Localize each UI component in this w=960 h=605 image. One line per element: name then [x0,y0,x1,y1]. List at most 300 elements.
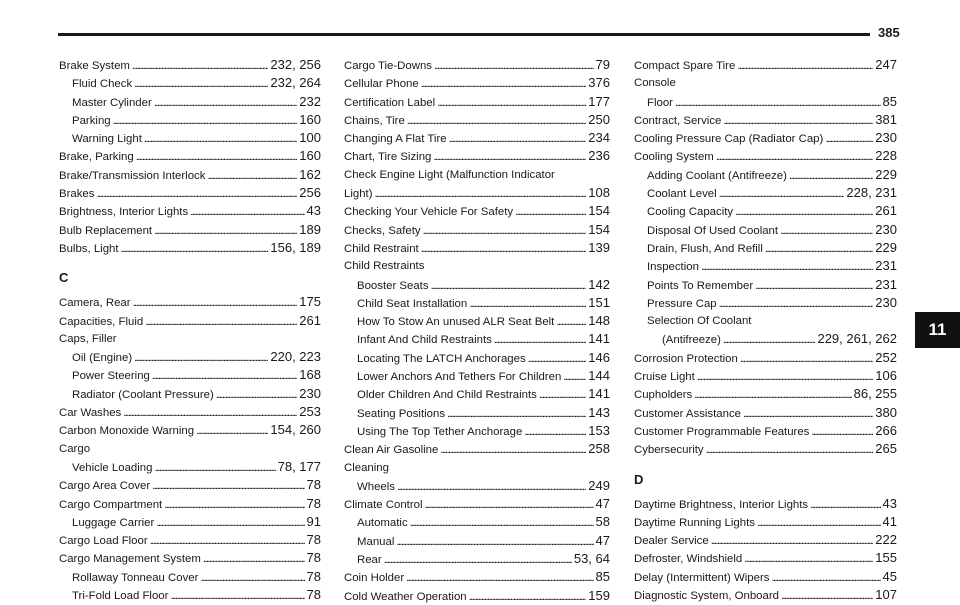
dot-leader [384,551,572,568]
index-entry [634,221,897,239]
index-entry [634,147,897,165]
entry-term: Chains, Tire [344,114,405,127]
index-entry [634,111,897,129]
dot-leader [449,130,587,147]
index-entry [59,312,321,330]
entry-page-ref[interactable]: 234 [588,130,610,146]
entry-page-ref[interactable]: 247 [875,57,897,72]
index-entry [634,184,897,202]
entry-term: Bulbs, Light [59,242,119,255]
index-entry [634,549,897,567]
dot-leader [528,350,587,367]
dot-leader [132,57,268,74]
entry-term: Contract, Service [634,114,722,127]
index-entry [344,276,610,294]
entry-page-ref[interactable]: 141 [588,386,610,402]
entry-page-ref[interactable]: 78 [306,477,321,493]
entry-page-ref[interactable]: 78, 177 [277,458,321,474]
dot-leader [447,405,586,422]
entry-page-ref[interactable]: 143 [588,404,610,420]
entry-term: Changing A Flat Tire [344,133,447,146]
dot-leader [216,386,297,403]
index-entry [59,531,321,549]
entry-term: Compact Spare Tire [634,60,736,72]
entry-page-ref[interactable]: 236 [588,148,610,164]
index-entry [344,93,610,111]
section-letter: C [59,270,69,286]
index-entry [59,513,321,531]
dot-leader [121,240,269,257]
entry-page-ref[interactable]: 106 [875,368,897,384]
index-entry [59,239,321,257]
dot-leader [433,148,586,165]
index-entry [344,294,610,312]
index-entry [59,74,321,92]
entry-page-ref[interactable]: 159 [588,587,610,603]
index-entry [344,111,610,129]
index-entry [59,93,321,111]
dot-leader [744,550,873,567]
entry-page-ref[interactable]: 148 [588,313,610,329]
entry-term: Lower Anchors And Tethers For Children [357,371,562,384]
dot-leader [410,514,594,531]
index-entry [634,166,897,184]
entry-page-ref[interactable]: 153 [588,422,610,438]
index-heading [344,166,610,184]
index-entry [59,56,321,74]
dot-leader [765,240,873,257]
index-entry [634,202,897,220]
index-entry [634,531,897,549]
entry-term: Customer Programmable Features [634,425,810,438]
entry-term: Daytime Brightness, Interior Lights [634,498,809,511]
index-entry [344,367,610,385]
entry-term: Brakes [59,188,95,201]
entry-term: Power Steering [72,370,150,383]
entry-page-ref[interactable]: 151 [588,294,610,310]
entry-page-ref[interactable]: 53, 64 [573,551,610,567]
entry-page-ref[interactable]: 43 [882,495,897,511]
index-entry [634,56,897,74]
index-entry [59,549,321,567]
index-entry [344,239,610,257]
entry-page-ref[interactable]: 256 [299,185,321,201]
entry-term: Certification Label [344,96,436,109]
entry-term: Rear [357,554,382,567]
entry-term: Tri-Fold Load Floor [72,590,169,603]
entry-page-ref[interactable]: 229 [875,166,897,182]
index-entry [634,495,897,513]
index-entry [634,568,897,586]
entry-term: Adding Coolant (Antifreeze) [647,169,787,182]
dot-leader [469,588,587,605]
dot-leader [397,478,586,495]
dot-leader [716,148,874,165]
index-entry [59,476,321,494]
entry-page-ref[interactable]: 376 [588,75,610,91]
entry-term: Cooling System [634,151,714,164]
dot-leader [539,386,586,403]
entry-term: Using The Top Tether Anchorage [357,425,523,438]
index-column-2 [344,56,610,605]
entry-page-ref[interactable]: 168 [299,367,321,383]
index-entry [59,147,321,165]
index-entry [634,129,897,147]
index-entry [634,385,897,403]
entry-page-ref[interactable]: 144 [588,368,610,384]
entry-term: Defroster, Windshield [634,553,743,566]
entry-page-ref[interactable]: 230 [299,385,321,401]
entry-page-ref[interactable]: 58 [595,514,610,530]
index-entry [59,202,321,220]
entry-term: Brake/Transmission Interlock [59,169,206,182]
dot-leader [154,459,275,476]
entry-page-ref[interactable]: 79 [595,57,610,72]
dot-leader [421,240,587,257]
dot-leader [440,441,586,458]
index-column-1 [59,56,321,604]
index-entry [344,513,610,531]
entry-page-ref[interactable]: 43 [306,203,321,219]
dot-leader [780,222,873,239]
entry-page-ref[interactable]: 232, 264 [270,75,321,91]
entry-page-ref[interactable]: 155 [875,550,897,566]
entry-page-ref[interactable]: 266 [875,422,897,438]
dot-leader [150,532,305,549]
dot-leader [524,423,586,440]
entry-term: Capacities, Fluid [59,315,144,328]
dot-leader [723,112,873,129]
dot-leader [421,75,587,92]
entry-term: Car Washes [59,407,122,420]
dot-leader [694,386,851,403]
entry-page-ref[interactable]: 100 [299,130,321,146]
entry-term: Carbon Monoxide Warning [59,425,195,438]
entry-term: Radiator (Coolant Pressure) [72,388,214,401]
dot-leader [134,349,268,366]
entry-term: Older Children And Child Restraints [357,389,537,402]
index-entry [344,147,610,165]
index-entry [634,330,897,348]
entry-page-ref[interactable]: 232 [299,93,321,109]
entry-term: Cargo Management System [59,553,201,566]
entry-page-ref[interactable]: 177 [588,93,610,109]
dot-leader [719,295,874,312]
index-entry [634,422,897,440]
entry-page-ref[interactable]: 78 [306,568,321,584]
section-letter: D [634,471,644,487]
entry-page-ref[interactable]: 160 [299,111,321,127]
dot-leader [144,130,297,147]
dot-leader [207,167,297,184]
dot-leader [675,94,881,111]
entry-term: Cargo Load Floor [59,535,148,548]
dot-leader [154,94,298,111]
dot-leader [170,587,304,604]
index-entry [59,348,321,366]
entry-term: Chart, Tire Sizing [344,151,432,164]
index-heading [59,330,321,348]
dot-leader [96,185,297,202]
entry-term: Parking [72,114,111,127]
entry-page-ref[interactable]: 78 [306,495,321,511]
entry-page-ref[interactable]: 380 [875,404,897,420]
entry-page-ref[interactable]: 261 [299,312,321,328]
entry-term: Oil (Engine) [72,352,133,365]
index-entry [59,221,321,239]
dot-leader [706,441,874,458]
dot-leader [136,148,298,165]
index-entry [344,532,610,550]
entry-term: Check Engine Light (Malfunction Indicator [344,168,555,181]
entry-term: Brake System [59,60,130,72]
index-entry [59,403,321,421]
entry-term: Cargo Area Cover [59,480,151,493]
entry-page-ref[interactable]: 222 [875,532,897,548]
entry-term: Seating Positions [357,407,446,420]
entry-term: How To Stow An unused ALR Seat Belt [357,316,555,329]
entry-term: Cleaning [344,461,389,474]
entry-page-ref[interactable]: 261 [875,203,897,219]
index-entry [344,495,610,513]
dot-leader [711,532,874,549]
dot-leader [494,331,586,348]
entry-page-ref[interactable]: 381 [875,111,897,127]
entry-page-ref[interactable]: 85 [595,569,610,585]
entry-page-ref[interactable]: 175 [299,294,321,310]
index-entry [59,293,321,311]
index-entry [344,202,610,220]
dot-leader [469,295,586,312]
dot-leader [737,57,873,74]
entry-term: Cargo Tie-Downs [344,60,432,72]
index-heading [634,312,897,330]
dot-leader [431,277,587,294]
entry-page-ref[interactable]: 229 [875,239,897,255]
dot-leader [781,587,873,604]
dot-leader [113,112,298,129]
entry-page-ref[interactable]: 41 [882,513,897,529]
entry-term: Booster Seats [357,279,429,292]
entry-term: Coolant Level [647,188,717,201]
entry-term: Cooling Capacity [647,206,734,219]
entry-term: Master Cylinder [72,96,152,109]
entry-term: Checking Your Vehicle For Safety [344,206,514,219]
dot-leader [190,203,304,220]
entry-page-ref[interactable]: 228 [875,148,897,164]
entry-term: Infant And Child Restraints [357,334,492,347]
section-tab[interactable]: 11 [915,312,960,348]
dot-leader [133,294,298,311]
dot-leader [755,277,873,294]
entry-page-ref[interactable]: 141 [588,331,610,347]
dot-leader [556,313,586,330]
index-entry [344,477,610,495]
entry-page-ref[interactable]: 189 [299,221,321,237]
entry-term: Manual [357,535,395,548]
entry-page-ref[interactable]: 232, 256 [270,57,321,72]
index-entry [59,568,321,586]
index-entry [344,129,610,147]
dot-leader [697,368,874,385]
dot-leader [719,185,845,202]
entry-page-ref[interactable]: 142 [588,276,610,292]
entry-page-ref[interactable]: 265 [875,441,897,457]
entry-term: Light) [344,188,373,201]
index-heading [344,257,610,275]
entry-page-ref[interactable]: 156, 189 [270,239,321,255]
entry-page-ref[interactable]: 85 [882,93,897,109]
entry-term: Selection Of Coolant [647,315,752,328]
index-entry [634,513,897,531]
index-entry [344,404,610,422]
entry-term: Automatic [357,517,408,530]
entry-page-ref[interactable]: 139 [588,239,610,255]
index-entry [344,184,610,202]
index-entry [634,93,897,111]
entry-term: Vehicle Loading [72,461,153,474]
entry-term: Checks, Safety [344,224,421,237]
dot-leader [152,367,297,384]
entry-term: Coin Holder [344,572,405,585]
index-entry [59,385,321,403]
index-entry [634,404,897,422]
index-entry [344,422,610,440]
entry-page-ref[interactable]: 231 [875,276,897,292]
dot-leader [423,222,587,239]
entry-page-ref[interactable]: 108 [588,185,610,201]
dot-leader [156,514,304,531]
dot-leader [771,569,880,586]
index-entry [344,587,610,605]
entry-term: Brightness, Interior Lights [59,206,189,219]
dot-leader [200,569,304,586]
entry-term: Camera, Rear [59,297,131,310]
index-heading [344,459,610,477]
entry-page-ref[interactable]: 107 [875,587,897,603]
entry-term: Caps, Filler [59,332,117,345]
index-entry [59,111,321,129]
entry-page-ref[interactable]: 160 [299,148,321,164]
entry-page-ref[interactable]: 220, 223 [270,349,321,365]
dot-leader [123,404,297,421]
entry-term: Inspection [647,261,699,274]
dot-leader [154,222,297,239]
index-entry [344,56,610,74]
index-entry [344,440,610,458]
entry-term: Customer Assistance [634,407,741,420]
dot-leader [425,496,594,513]
entry-page-ref[interactable]: 146 [588,349,610,365]
entry-term: Fluid Check [72,78,133,91]
entry-term: Dealer Service [634,535,709,548]
entry-page-ref[interactable]: 154 [588,221,610,237]
entry-page-ref[interactable]: 47 [595,532,610,548]
dot-leader [701,258,873,275]
dot-leader [396,533,593,550]
entry-page-ref[interactable]: 78 [306,550,321,566]
entry-page-ref[interactable]: 228, 231 [846,185,897,201]
entry-term: Bulb Replacement [59,224,153,237]
index-entry [59,458,321,476]
entry-term: Cargo Compartment [59,498,163,511]
entry-term: Warning Light [72,133,142,146]
entry-page-ref[interactable]: 78 [306,587,321,603]
entry-term: Drain, Flush, And Refill [647,242,763,255]
entry-page-ref[interactable]: 229, 261, 262 [817,331,897,347]
entry-page-ref[interactable]: 253 [299,404,321,420]
index-entry [344,312,610,330]
entry-page-ref[interactable]: 45 [882,568,897,584]
index-entry [634,440,897,458]
index-entry [344,568,610,586]
index-entry [59,366,321,384]
entry-term: Disposal Of Used Coolant [647,224,779,237]
index-entry [344,385,610,403]
entry-page-ref[interactable]: 162 [299,166,321,182]
index-entry [634,367,897,385]
index-heading [634,74,897,92]
dot-leader [164,496,304,513]
dot-leader [789,167,873,184]
entry-page-ref[interactable]: 230 [875,221,897,237]
dot-leader [825,130,873,147]
header-rule [58,33,870,36]
index-entry [344,550,610,568]
entry-term: Rollaway Tonneau Cover [72,571,199,584]
entry-page-ref[interactable]: 252 [875,349,897,365]
dot-leader [757,514,881,531]
entry-term: Delay (Intermittent) Wipers [634,571,770,584]
dot-leader [406,569,593,586]
dot-leader [563,368,586,385]
entry-term: Points To Remember [647,279,754,292]
entry-term: Clean Air Gasoline [344,444,439,457]
dot-leader [810,496,880,513]
index-entry [634,276,897,294]
entry-page-ref[interactable]: 86, 255 [853,386,897,402]
index-entry [634,586,897,604]
index-entry [59,184,321,202]
dot-leader [145,313,297,330]
entry-term: Cargo [59,442,91,455]
entry-page-ref[interactable]: 230 [875,294,897,310]
entry-page-ref[interactable]: 230 [875,130,897,146]
entry-page-ref[interactable]: 154, 260 [270,422,321,438]
entry-page-ref[interactable]: 249 [588,477,610,493]
dot-leader [723,331,816,348]
entry-term: Diagnostic System, Onboard [634,590,779,603]
entry-page-ref[interactable]: 258 [588,441,610,457]
page-number: 385 [878,25,900,40]
entry-page-ref[interactable]: 250 [588,111,610,127]
index-entry [634,349,897,367]
dot-leader [134,75,268,92]
index-entry [634,257,897,275]
index-entry [634,294,897,312]
entry-page-ref[interactable]: 47 [595,496,610,512]
entry-term: Cooling Pressure Cap (Radiator Cap) [634,133,824,146]
entry-term: Wheels [357,480,395,493]
entry-page-ref[interactable]: 154 [588,203,610,219]
entry-page-ref[interactable]: 91 [306,513,321,529]
dot-leader [743,405,873,422]
entry-page-ref[interactable]: 231 [875,258,897,274]
dot-leader [735,203,873,220]
entry-term: Daytime Running Lights [634,516,755,529]
entry-page-ref[interactable]: 78 [306,532,321,548]
dot-leader [437,94,586,111]
